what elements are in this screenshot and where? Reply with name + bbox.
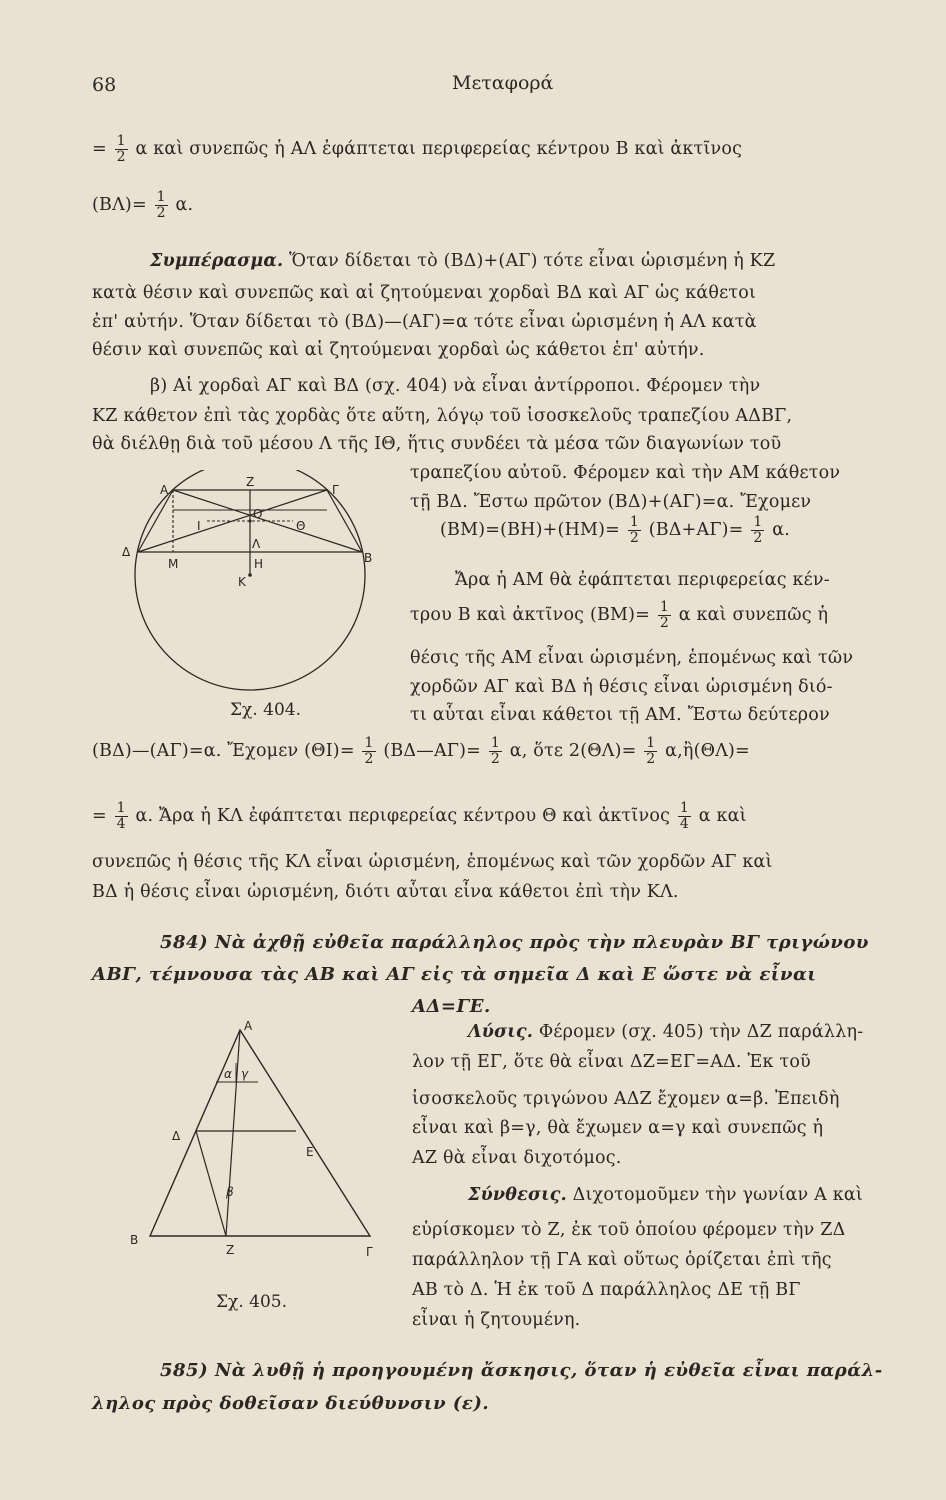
- exercise-585-title-line1: 585) Νὰ λυθῇ ἡ προηγουμένη ἄσκησις, ὅταν ἡ εὐθεῖα εἶναι παράλ-: [160, 1360, 883, 1381]
- angle-alpha: α: [224, 1067, 232, 1081]
- text-line: [440, 515, 790, 546]
- text-line: τι αὗται εἶναι κάθετοι τῇ ΑΜ. Ἔστω δεύτερον: [410, 705, 830, 725]
- figure-405: [120, 1018, 390, 1280]
- fraction: $\frac{1}{2}$: [156, 189, 166, 221]
- text-line: Ἄρα ἡ ΑΜ θὰ ἐφάπτεται περιφερείας κέν-: [455, 570, 830, 590]
- fraction: $\frac{1}{4}$: [679, 800, 689, 832]
- text-line: συνεπῶς ἡ θέσις τῆς ΚΛ εἶναι ὡρισμένη, ἑπομένως καὶ τῶν χορδῶν ΑΓ καὶ: [92, 852, 773, 872]
- angle-beta: β: [226, 1185, 234, 1199]
- fraction: $\frac{1}{4}$: [116, 800, 126, 832]
- text-line: εὑρίσκομεν τὸ Ζ, ἐκ τοῦ ὁποίου φέρομεν τὴν ΖΔ: [412, 1220, 846, 1240]
- text-line: [410, 600, 828, 631]
- label-e: Ε: [306, 1145, 314, 1159]
- text-span: (ΒΔ—ΑΓ)=: [383, 741, 482, 761]
- text-span: α.: [772, 520, 790, 540]
- text-span: Φέρομεν (σχ. 405) τὴν ΔΖ παράλλη-: [538, 1022, 864, 1042]
- text-line: τῇ ΒΔ. Ἔστω πρῶτον (ΒΔ)+(ΑΓ)=α. Ἔχομεν: [410, 492, 812, 512]
- fraction: $\frac{1}{2}$: [646, 735, 656, 767]
- text-span: (ΒΜ)=(ΒΗ)+(ΗΜ)=: [440, 520, 621, 540]
- point-o: [248, 519, 251, 522]
- text-span: (ΒΔ)—(ΑΓ)=α. Ἔχομεν (ΘΙ)=: [92, 741, 355, 761]
- text-line: εἶναι ἡ ζητουμένη.: [412, 1310, 581, 1330]
- text-line: [92, 736, 750, 767]
- fraction: $\frac{1}{2}$: [490, 735, 500, 767]
- triangle-abg: [150, 1030, 370, 1236]
- text-line: [468, 1022, 863, 1042]
- section-label: Συμπέρασμα.: [150, 251, 284, 271]
- bisector-az: [226, 1030, 240, 1236]
- exercise-584-title-line1: 584) Νὰ ἀχθῇ εὐθεῖα παράλληλος πρὸς τὴν πλευρὰν ΒΓ τριγώνου: [160, 932, 869, 953]
- fraction: $\frac{1}{2}$: [116, 133, 126, 165]
- exercise-584-title-line3: ΑΔ=ΓΕ.: [412, 996, 491, 1017]
- text-span: α, ὅτε 2(ΘΛ)=: [509, 741, 637, 761]
- page-number: 68: [92, 74, 117, 96]
- text-line: ἐπ' αὐτήν. Ὅταν δίδεται τὸ (ΒΔ)—(ΑΓ)=α τότε εἶναι ὡρισμένη ἡ ΑΛ κατὰ: [92, 312, 757, 332]
- label-o: Ο: [253, 507, 263, 521]
- text-line: ΑΒ τὸ Δ. Ἡ ἐκ τοῦ Δ παράλληλος ΔΕ τῇ ΒΓ: [412, 1280, 801, 1300]
- section-label: Σύνθεσις.: [468, 1185, 567, 1205]
- text-line: λον τῇ ΕΓ, ὅτε θὰ εἶναι ΔΖ=ΕΓ=ΑΔ. Ἐκ τοῦ: [412, 1052, 811, 1072]
- text-line: τραπεζίου αὐτοῦ. Φέρομεν καὶ τὴν ΑΜ κάθετον: [410, 463, 841, 483]
- equals-sign: =: [92, 139, 107, 159]
- text-line: θέσις τῆς ΑΜ εἶναι ὡρισμένη, ἑπομένως καὶ τῶν: [410, 648, 854, 668]
- text-span: (ΒΛ)=: [92, 195, 147, 215]
- text-span: α,ἢ(ΘΛ)=: [665, 741, 750, 761]
- text-line: θέσιν καὶ συνεπῶς καὶ αἱ ζητούμεναι χορδαὶ ὡς κάθετοι ἐπ' αὐτήν.: [92, 340, 705, 360]
- label-b: Β: [364, 551, 373, 565]
- label-a: Α: [160, 483, 169, 497]
- label-th: Θ: [296, 519, 306, 533]
- fraction: $\frac{1}{2}$: [629, 514, 639, 546]
- label-g: Γ: [332, 483, 339, 497]
- text-line: [150, 251, 775, 271]
- text-span: α. Ἄρα ἡ ΚΛ ἐφάπτεται περιφερείας κέντρου Θ καὶ ἀκτῖνος: [135, 806, 671, 826]
- text-span: α.: [175, 195, 194, 215]
- text-span: Διχοτομοῦμεν τὴν γωνίαν Α καὶ: [572, 1185, 863, 1205]
- text-span: α καὶ συνεπῶς ἡ: [678, 605, 829, 625]
- parallel-dz: [196, 1131, 226, 1236]
- text-line: [92, 190, 193, 221]
- fraction: $\frac{1}{2}$: [364, 735, 374, 767]
- text-line: ΒΔ ἡ θέσις εἶναι ὡρισμένη, διότι αὗται εἶνα κάθετοι ἐπὶ τὴν ΚΛ.: [92, 882, 679, 902]
- label-k: Κ: [238, 575, 246, 589]
- text-line: [468, 1185, 863, 1205]
- label-g: Γ: [366, 1245, 373, 1259]
- label-b: Β: [130, 1233, 139, 1247]
- text-line: ΑΖ θὰ εἶναι διχοτόμος.: [412, 1148, 622, 1168]
- text-span: α καὶ: [698, 806, 747, 826]
- text-line: [92, 134, 742, 165]
- running-title: Μεταφορά: [452, 72, 554, 94]
- label-h: Η: [254, 557, 264, 571]
- label-d: Δ: [172, 1129, 181, 1143]
- label-i: Ι: [197, 519, 201, 533]
- fraction: $\frac{1}{2}$: [753, 514, 763, 546]
- label-m: Μ: [168, 557, 179, 571]
- text-line: β) Αἱ χορδαὶ ΑΓ καὶ ΒΔ (σχ. 404) νὰ εἶναι ἀντίρροποι. Φέρομεν τὴν: [150, 376, 761, 396]
- angle-gamma: γ: [241, 1067, 249, 1081]
- label-z: Ζ: [226, 1243, 235, 1257]
- figure-405-caption: Σχ. 405.: [216, 1292, 287, 1312]
- text-line: χορδῶν ΑΓ καὶ ΒΔ ἡ θέσις εἶναι ὡρισμένη διό-: [410, 677, 833, 697]
- text-line: κατὰ θέσιν καὶ συνεπῶς καὶ αἱ ζητούμεναι χορδαὶ ΒΔ καὶ ΑΓ ὡς κάθετοι: [92, 283, 757, 303]
- figure-404-caption: Σχ. 404.: [230, 700, 301, 720]
- section-label: Λύσις.: [468, 1022, 534, 1042]
- fraction: $\frac{1}{2}$: [659, 599, 669, 631]
- exercise-584-title-line2: ΑΒΓ, τέμνουσα τὰς ΑΒ καὶ ΑΓ εἰς τὰ σημεῖα Δ καὶ Ε ὥστε νὰ εἶναι: [92, 964, 817, 985]
- equals-sign: =: [92, 806, 107, 826]
- text-span: (ΒΔ+ΑΓ)=: [648, 520, 744, 540]
- center-point-k: [248, 573, 252, 577]
- text-span: τρου Β καὶ ἀκτῖνος (ΒΜ)=: [410, 605, 651, 625]
- exercise-585-title-line2: ληλος πρὸς δοθεῖσαν διεύθυνσιν (ε).: [92, 1393, 490, 1414]
- text-line: [92, 801, 747, 832]
- figure-404: [100, 470, 380, 700]
- text-line: θὰ διέλθῃ διὰ τοῦ μέσου Λ τῆς ΙΘ, ἥτις συνδέει τὰ μέσα τῶν διαγωνίων τοῦ: [92, 434, 782, 454]
- text-line: παράλληλον τῇ ΓΑ καὶ οὕτως ὁρίζεται ἐπὶ τῆς: [412, 1250, 832, 1270]
- text-line: εἶναι καὶ β=γ, θὰ ἔχωμεν α=γ καὶ συνεπῶς ἡ: [412, 1118, 824, 1138]
- text-span: α καὶ συνεπῶς ἡ ΑΛ ἐφάπτεται περιφερείας κέντρου Β καὶ ἀκτῖνος: [135, 139, 743, 159]
- text-line: ἰσοσκελοῦς τριγώνου ΑΔΖ ἔχομεν α=β. Ἐπειδὴ: [412, 1089, 840, 1109]
- text-span: Ὅταν δίδεται τὸ (ΒΔ)+(ΑΓ) τότε εἶναι ὡρισμένη ἡ ΚΖ: [289, 251, 776, 271]
- label-a: Α: [244, 1019, 253, 1033]
- label-d: Δ: [122, 545, 131, 559]
- label-l: Λ: [252, 537, 261, 551]
- text-line: ΚΖ κάθετον ἐπὶ τὰς χορδὰς ὅτε αὕτη, λόγῳ τοῦ ἰσοσκελοῦς τραπεζίου ΑΔΒΓ,: [92, 406, 793, 426]
- label-z: Ζ: [246, 475, 255, 489]
